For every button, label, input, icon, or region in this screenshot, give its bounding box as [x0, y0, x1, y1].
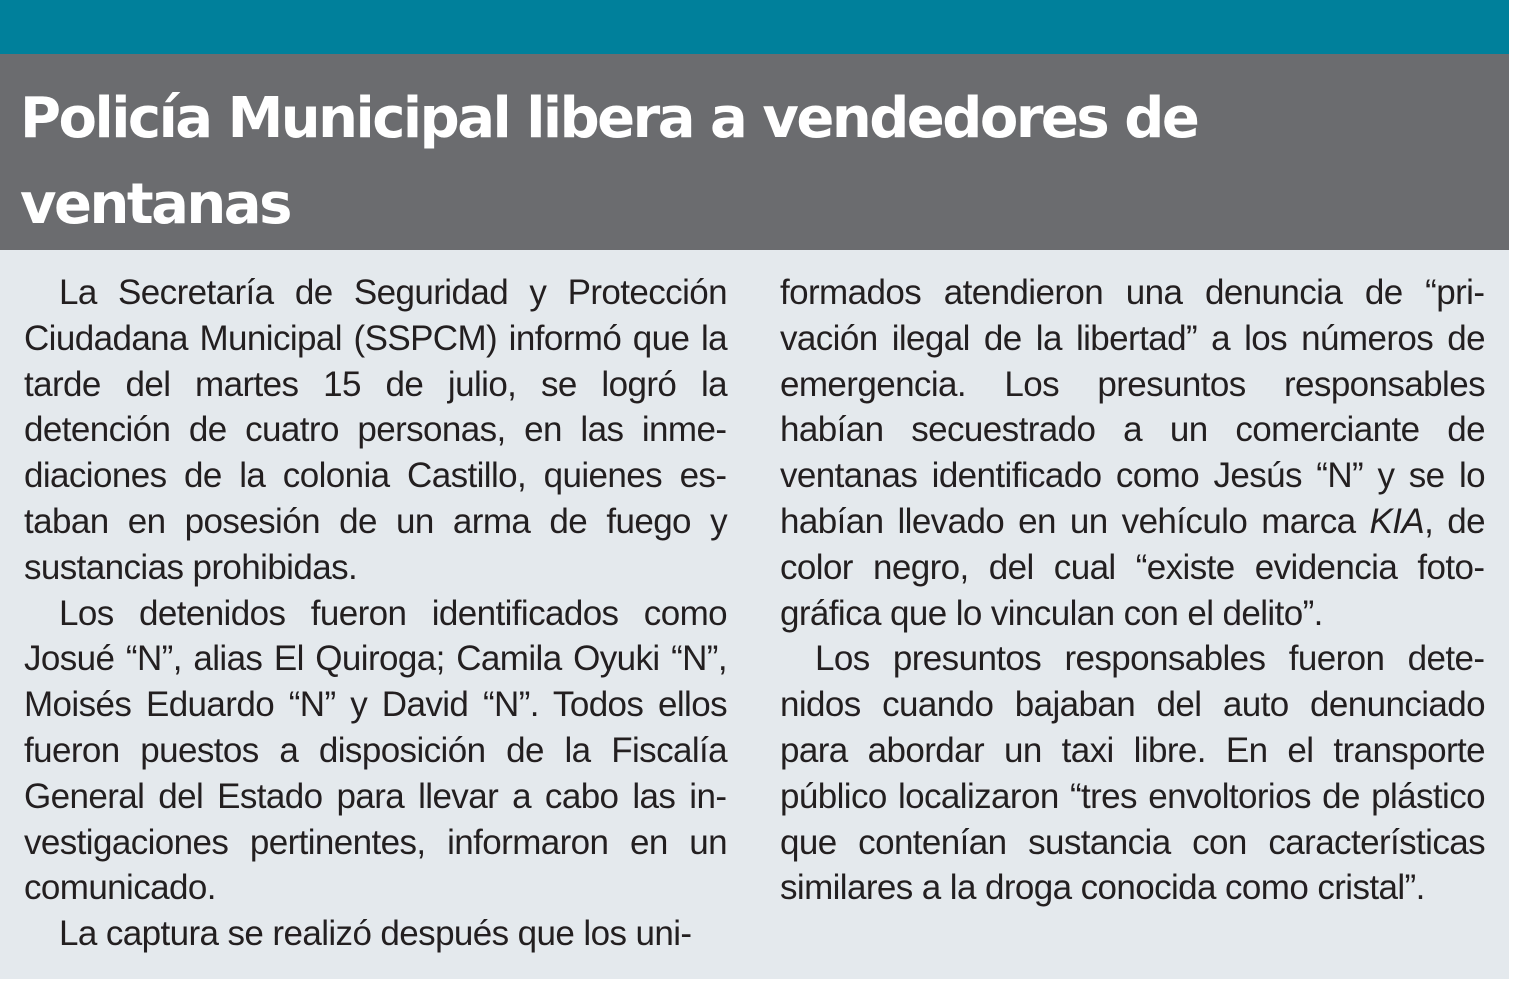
headline-banner	[0, 54, 1509, 250]
paragraph: La Secretaría de Seguridad y Protección Ciudadana Municipal (SSPCM) informó que la tarde del martes 15 de julio, se logró la detención de cuatro personas, en las inmediaciones de la colonia Castillo, quienes estaban en posesión de un arma de fuego y sustancias prohibidas.	[24, 273, 727, 587]
right-column	[780, 270, 1485, 911]
paragraph: Los detenidos fueron identificados como Josué “N”, alias El Quiroga; Camila Oyuki “N”, Moisés Eduardo “N” y David “N”. Todos ellos fueron puestos a disposición de la Fiscalía General del Estado para llevar a cabo las investigaciones pertinentes, informaron en un comunicado.	[24, 593, 727, 908]
paragraph-continued	[780, 270, 1485, 636]
paragraph-text: formados atendieron una denuncia de “privación ilegal de la libertad” a los números de emergencia. Los presuntos responsables habían secuestrado a un comerciante de ventanas identificado como Jesús “N” y se lo habían llevado en un vehículo marca	[780, 273, 1485, 541]
top-accent-bar	[0, 0, 1509, 54]
article-body	[0, 250, 1509, 979]
article-headline: Policía Municipal libera a vendedores de ventanas	[20, 86, 1198, 237]
left-column	[24, 270, 727, 957]
paragraph: La captura se realizó después que los uni-	[59, 914, 692, 954]
brand-name: KIA	[1369, 501, 1425, 541]
paragraph: Los presuntos responsables fueron detenidos cuando bajaban del auto denunciado para abordar un taxi libre. En el transporte público localizaron “tres envoltorios de plástico que contenían sustancia con características similares a la droga conocida como cristal”.	[780, 639, 1485, 908]
paragraph-text: , de color negro, del cual “existe evidencia fotográfica que lo vinculan con el delito”.	[780, 501, 1485, 633]
